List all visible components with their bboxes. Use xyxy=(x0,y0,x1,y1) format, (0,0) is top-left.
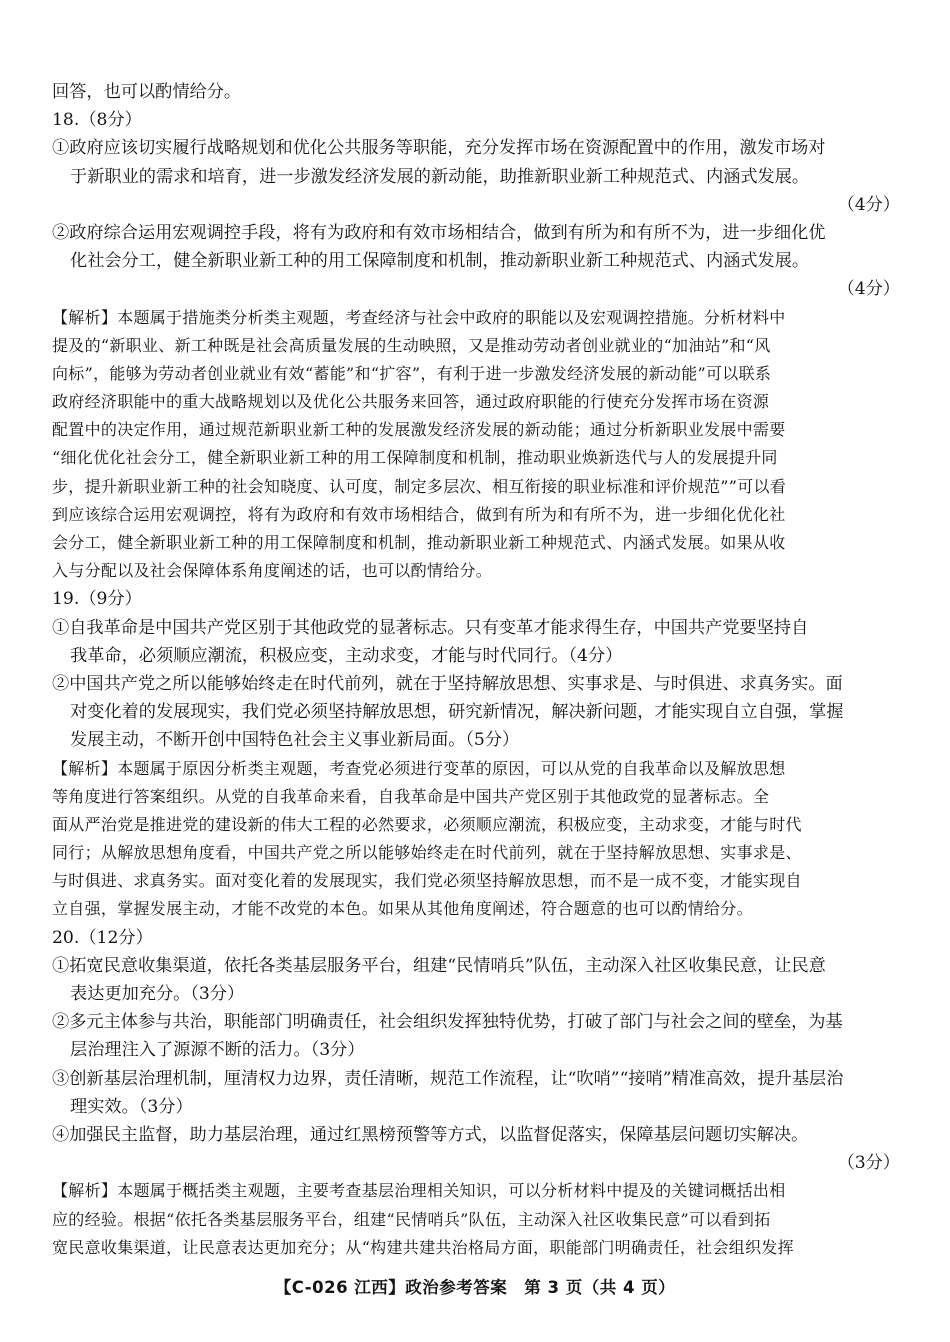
answer-point-continued: 化社会分工，健全新职业新工种的用工保障制度和机制，推动新职业新工种规范式、内涵式发展。 xyxy=(70,251,810,272)
explanation-line: 等角度进行答案组织。从党的自我革命来看，自我革命是中国共产党区别于其他政党的显著标志。全 xyxy=(52,786,770,806)
answer-point-continued: 发展主动，不断开创中国特色社会主义事业新局面。（5分） xyxy=(70,730,520,751)
explanation-line: 步，提升新职业新工种的社会知晓度、认可度，制定多层次、相互衔接的职业标准和评价规范””可以看 xyxy=(52,476,787,496)
answer-point-continued: 理实效。（3分） xyxy=(70,1096,193,1117)
question-number-20: 20.（12分） xyxy=(52,927,153,948)
explanation-line: 同行；从解放思想角度看，中国共产党之所以能够始终走在时代前列，就在于坚持解放思想、实事求是、 xyxy=(52,843,802,863)
score-note: （3分） xyxy=(837,1153,900,1174)
answer-point: ②多元主体参与共治，职能部门明确责任，社会组织发挥独特优势，打破了部门与社会之间的壁垒，为基 xyxy=(52,1012,843,1033)
explanation-line: 入与分配以及社会保障体系角度阐述的话，也可以酌情给分。 xyxy=(52,561,493,581)
answer-point: ②政府综合运用宏观调控手段，将有为政府和有效市场相结合，做到有所为和有所不为，进一步细化优 xyxy=(52,222,826,243)
explanation-line: 向标”，能够为劳动者创业就业有效“蓄能”和“扩容”，有利于进一步激发经济发展的新动能”可以联系 xyxy=(52,363,772,383)
explanation-line: 【解析】本题属于措施类分析类主观题，考查经济与社会中政府的职能以及宏观调控措施。分析材料中 xyxy=(52,307,786,327)
answer-point-continued: 表达更加充分。（3分） xyxy=(70,984,245,1004)
question-number-19: 19.（9分） xyxy=(52,589,142,610)
score-note: （4分） xyxy=(837,279,900,300)
explanation-line: 政府经济职能中的重大战略规划以及优化公共服务来回答，通过政府职能的行使充分发挥市场在资源 xyxy=(52,392,770,412)
explanation-line: 提及的“新职业、新工种既是社会高质量发展的生动映照，又是推动劳动者创业就业的“加油站”和“风 xyxy=(52,335,771,355)
explanation-line: “细化优化社会分工，健全新职业新工种的用工保障制度和机制，推动职业焕新迭代与人的发展提升同 xyxy=(52,448,778,468)
explanation-line: 【解析】本题属于原因分析类主观题，考查党必须进行变革的原因，可以从党的自我革命以及解放思想 xyxy=(52,758,786,778)
answer-point: ①政府应该切实履行战略规划和优化公共服务等职能，充分发挥市场在资源配置中的作用，激发市场对 xyxy=(52,138,826,159)
answer-point: ②中国共产党之所以能够始终走在时代前列，就在于坚持解放思想、实事求是、与时俱进、求真务实。面 xyxy=(52,673,843,694)
explanation-line: 宽民意收集渠道，让民意表达更加充分；从“构建共建共治格局方面，职能部门明确责任，社会组织发挥 xyxy=(52,1237,794,1257)
answer-point: ①拓宽民意收集渠道，依托各类基层服务平台，组建“民情哨兵”队伍，主动深入社区收集民意，让民意 xyxy=(52,955,826,976)
explanation-line: 立自强，掌握发展主动，才能不改党的本色。如果从其他角度阐述，符合题意的也可以酌情给分。 xyxy=(52,899,753,919)
answer-point: ③创新基层治理机制，厘清权力边界，责任清晰，规范工作流程，让“吹哨”“接哨”精准高效，提升基层治 xyxy=(52,1068,844,1089)
answer-point-continued: 层治理注入了源源不断的活力。（3分） xyxy=(70,1040,365,1061)
answer-point-continued: 我革命，必须顺应潮流，积极应变，主动求变，才能与时代同行。（4分） xyxy=(70,645,623,666)
explanation-line: 面从严治党是推进党的建设新的伟大工程的必然要求，必须顺应潮流，积极应变，主动求变，才能与时代 xyxy=(52,814,802,834)
explanation-line: 应的经验。根据“依托各类基层服务平台，组建“民情哨兵”队伍，主动深入社区收集民意”可以看到拓 xyxy=(52,1209,771,1229)
answer-point-continued: 于新职业的需求和培育，进一步激发经济发展的新动能，助推新职业新工种规范式、内涵式发展。 xyxy=(70,166,810,187)
explanation-line: 到应该综合运用宏观调控，将有为政府和有效市场相结合，做到有所为和有所不为，进一步细化优化社 xyxy=(52,504,786,524)
explanation-line: 【解析】本题属于概括类主观题，主要考查基层治理相关知识，可以分析材料中提及的关键词概括出相 xyxy=(52,1181,786,1201)
explanation-line: 会分工，健全新职业新工种的用工保障制度和机制，推动新职业新工种规范式、内涵式发展。如果从收 xyxy=(52,533,786,552)
question-number-18: 18.（8分） xyxy=(52,110,142,131)
answer-point-continued: 对变化着的发展现实，我们党必须坚持解放思想，研究新情况，解决新问题，才能实现自立自强，掌握 xyxy=(70,702,844,723)
score-note: （4分） xyxy=(837,194,900,215)
answer-page-content xyxy=(52,78,902,1262)
explanation-line: 与时俱进、求真务实。面对变化着的发展现实，我们党必须坚持解放思想，而不是一成不变，才能实现自 xyxy=(52,871,802,891)
answer-point: ①自我革命是中国共产党区别于其他政党的显著标志。只有变革才能求得生存，中国共产党要坚持自 xyxy=(52,617,809,638)
text-line: 回答，也可以酌情给分。 xyxy=(52,82,242,102)
answer-point: ④加强民主监督，助力基层治理，通过红黑榜预警等方式，以监督促落实，保障基层问题切实解决。 xyxy=(52,1124,809,1145)
explanation-line: 配置中的决定作用，通过规范新职业新工种的发展激发经济发展的新动能；通过分析新职业发展中需要 xyxy=(52,420,786,440)
page-footer: 【C-026 江西】政治参考答案 第 3 页（共 4 页） xyxy=(274,1278,676,1297)
